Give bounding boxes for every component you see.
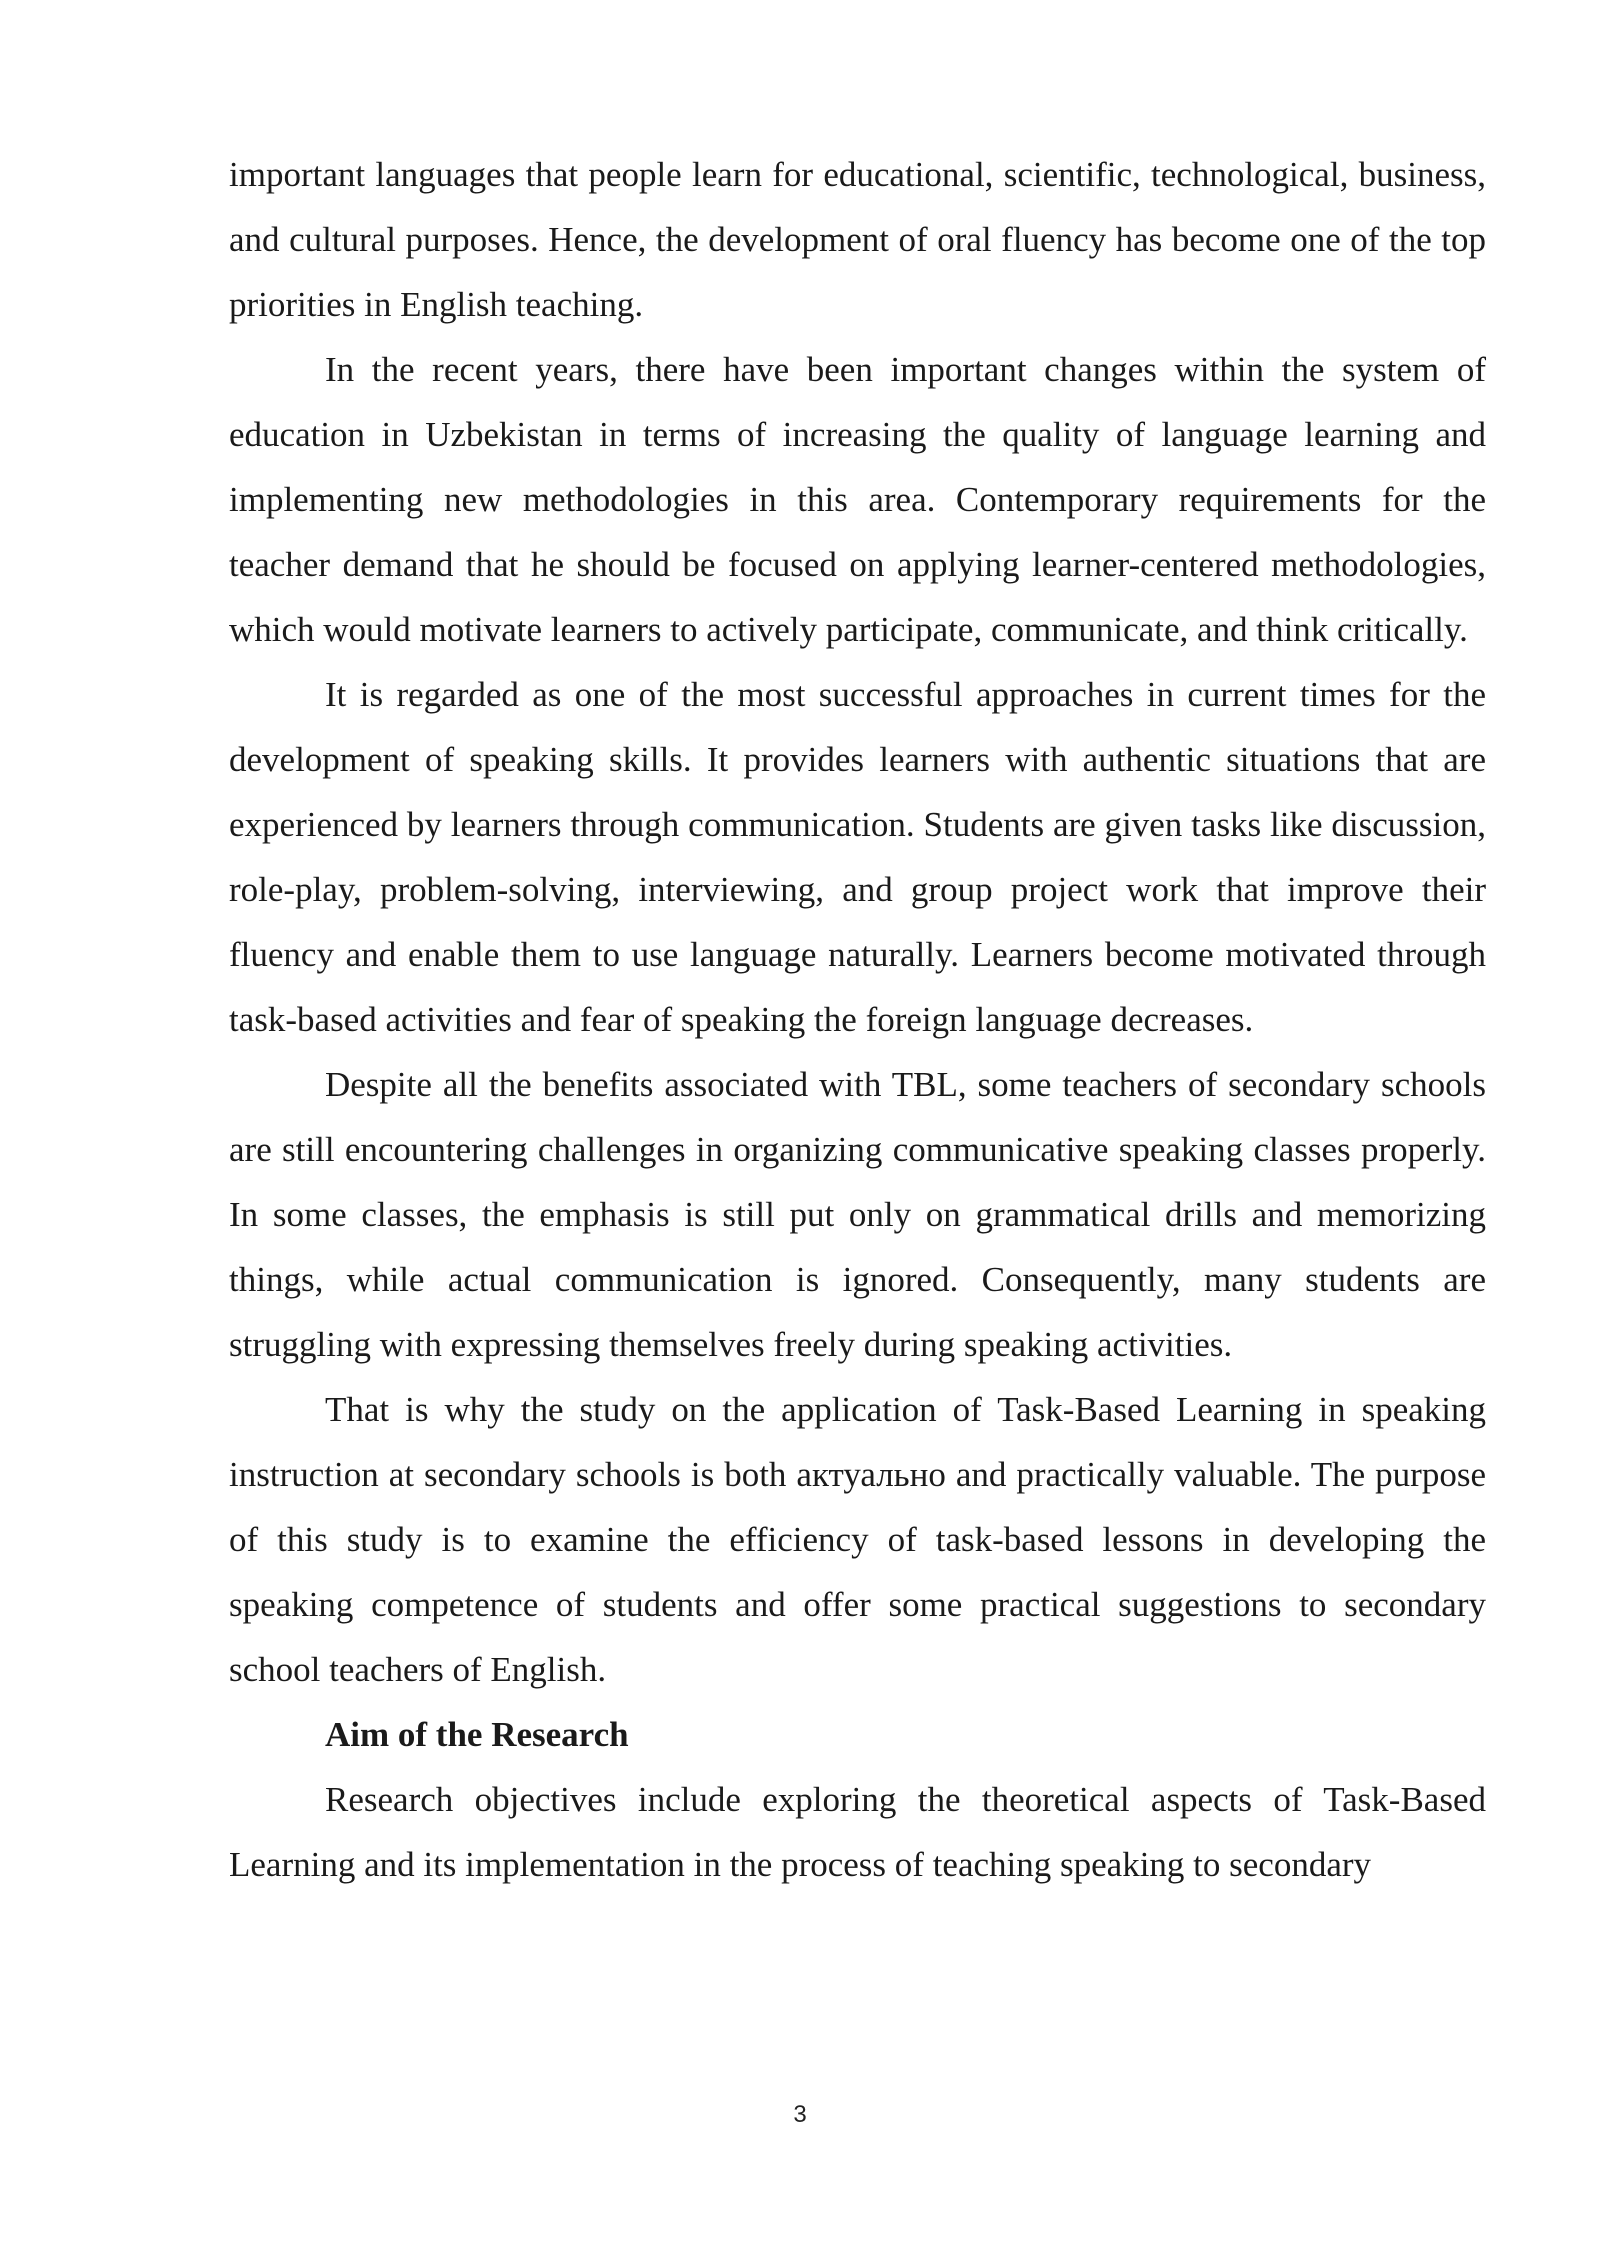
paragraph-continued: important languages that people learn for educational, scientific, technological, business, and cultural purposes. Hence, the development of oral fluency has become one of the top priorities in English teaching. <box>229 155 1486 324</box>
paragraph-education-changes: In the recent years, there have been important changes within the system of education in Uzbekistan in terms of increasing the quality of language learning and implementing new methodologies in this area. Contemporary requirements for the teacher demand that he should be focused on applying learner-centered methodologies, which would motivate learners to actively participate, communicate, and think critically. <box>229 350 1486 649</box>
body-text <box>229 142 1486 1897</box>
paragraph-research-objectives: Research objectives include exploring the theoretical aspects of Task-Based Learning and its implementation in the process of teaching speaking to secondary <box>229 1780 1486 1884</box>
paragraph-successful-approach: It is regarded as one of the most successful approaches in current times for the development of speaking skills. It provides learners with authentic situations that are experienced by learners through communication. Students are given tasks like discussion, role-play, problem-solving, interviewing, and group project work that improve their fluency and enable them to use language naturally. Learners become motivated through task-based activities and fear of speaking the foreign language decreases. <box>229 675 1486 1039</box>
paragraph-challenges: Despite all the benefits associated with TBL, some teachers of secondary schools are still encountering challenges in organizing communicative speaking classes properly. In some classes, the emphasis is still put only on grammatical drills and memorizing things, while actual communication is ignored. Consequently, many students are struggling with expressing themselves freely during speaking activities. <box>229 1065 1486 1364</box>
page-number: 3 <box>793 2101 807 2128</box>
section-heading: Aim of the Research <box>325 1715 629 1754</box>
paragraph-study-relevance: That is why the study on the application of Task-Based Learning in speaking instruction at secondary schools is both актуально and practically valuable. The purpose of this study is to examine the efficiency of task-based lessons in developing the speaking competence of students and offer some practical suggestions to secondary school teachers of English. <box>229 1390 1486 1689</box>
